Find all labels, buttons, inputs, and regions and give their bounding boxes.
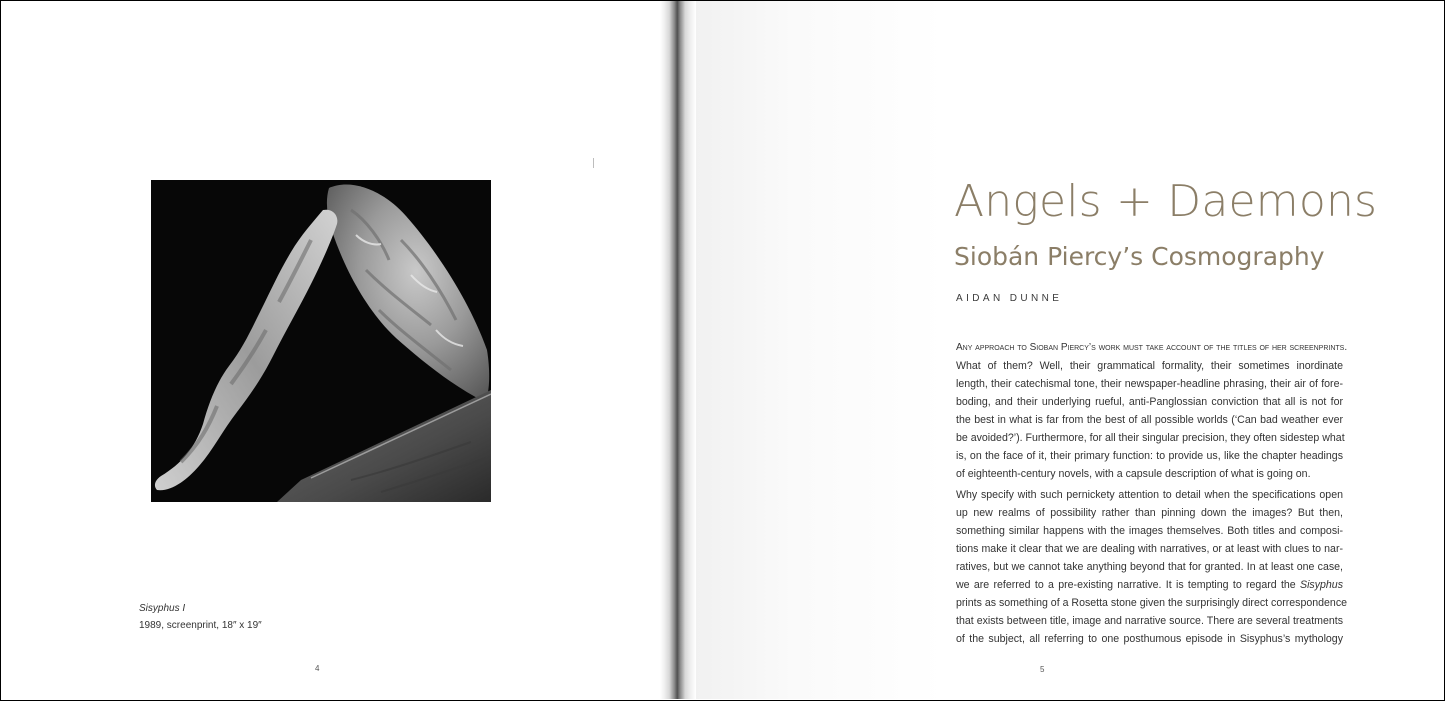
- paragraph-1-line: the best in what is far from the best of all possible worlds (‘Can bad weather ever: [956, 414, 1343, 426]
- article-author: AIDAN DUNNE: [956, 293, 1063, 304]
- paragraph-1-line: of eighteenth-century novels, with a capsule description of what is going on.: [956, 468, 1311, 480]
- paragraph-2-line: that exists between title, image and narrative source. There are several treatments: [956, 615, 1343, 627]
- article-title: Angels + Daemons: [954, 176, 1378, 227]
- paragraph-2-line: Why specify with such pernickety attention to detail when the specifications open: [956, 489, 1343, 501]
- page-mark: [593, 158, 594, 168]
- line-text: we are referred to a pre-existing narrative. It is tempting to regard the: [956, 579, 1300, 591]
- paragraph-2-line: of the subject, all referring to one posthumous episode in Sisyphus’s mythology: [956, 633, 1343, 645]
- paragraph-2: [956, 486, 1348, 648]
- article-subtitle: Siobán Piercy’s Cosmography: [954, 242, 1325, 271]
- artwork-image: [151, 180, 491, 502]
- paragraph-1: [956, 339, 1348, 483]
- paragraph-1-line: What of them? Well, their grammatical formality, their sometimes inordinate: [956, 360, 1343, 372]
- paragraph-2-line: ratives, but we cannot take anything beyond that for granted. In at least one case,: [956, 561, 1343, 573]
- sisyphus-italic: Sisyphus: [1300, 579, 1343, 591]
- page-number-right: 5: [1040, 665, 1045, 674]
- paragraph-1-line: boding, and their underlying rueful, anti-Panglossian conviction that all is not for: [956, 396, 1343, 408]
- paragraph-2-line: prints as something of a Rosetta stone given the surprisingly direct correspondence: [956, 597, 1348, 609]
- paragraph-1-line: is, on the face of it, their primary function: to provide us, like the chapter headings: [956, 450, 1343, 462]
- paragraph-1-lead-in: Any approach to Sioban Piercy’s work must take account of the titles of her screenprints.: [956, 342, 1348, 353]
- page-number-left: 4: [315, 664, 320, 673]
- page-shadow: [694, 1, 944, 699]
- paragraph-2-line: something similar happens with the images themselves. Both titles and composi-: [956, 525, 1343, 537]
- paragraph-2-line: tions make it clear that we are dealing with narratives, or at least with clues to nar-: [956, 543, 1343, 555]
- paragraph-1-line: be avoided?’). Furthermore, for all their singular precision, they often sidestep what: [956, 432, 1345, 444]
- paragraph-1-line: length, their catechismal tone, their newspaper-headline phrasing, their air of fore-: [956, 378, 1343, 390]
- artwork-caption-title: Sisyphus I: [139, 603, 186, 614]
- paragraph-2-line-sisyphus: [956, 576, 1343, 594]
- screenprint-illustration: [151, 180, 491, 502]
- paragraph-2-line: up new realms of possibility rather than pinning down the images? But then,: [956, 507, 1343, 519]
- book-gutter: [660, 1, 696, 699]
- artwork-caption-detail: 1989, screenprint, 18″ x 19″: [139, 620, 262, 631]
